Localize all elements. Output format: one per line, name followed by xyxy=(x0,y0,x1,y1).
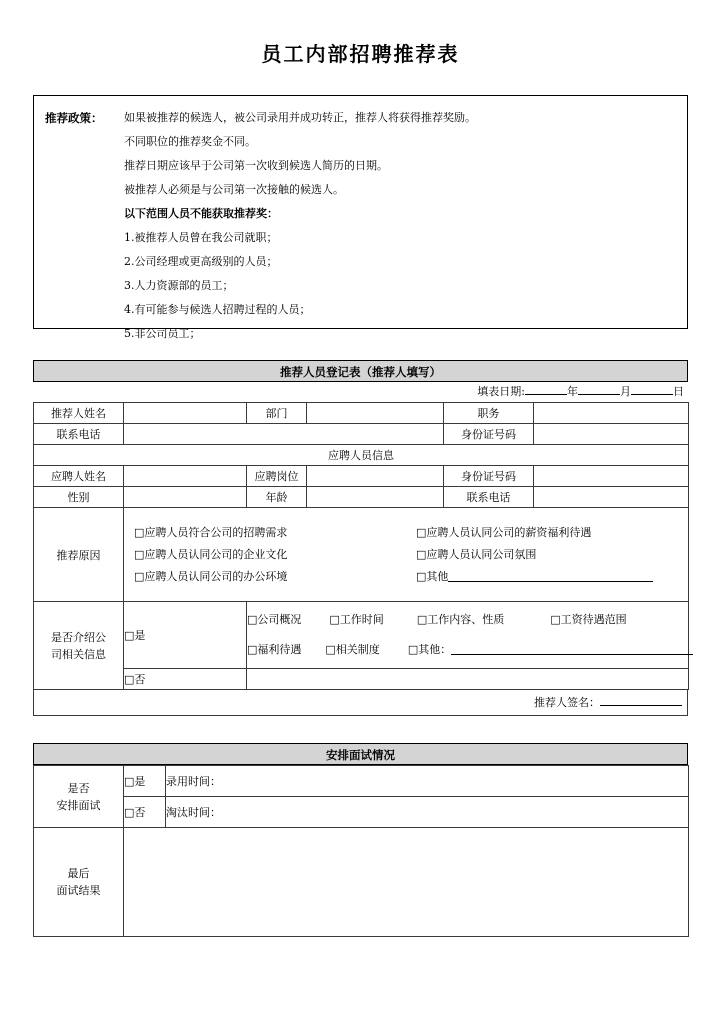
interview-yes-label: 是 xyxy=(134,775,146,788)
referral-policy-box xyxy=(33,95,688,340)
label-arrange-interview-line1: 是否 xyxy=(67,781,90,795)
referrer-section-header: 推荐人员登记表（推荐人填写） xyxy=(33,360,688,382)
referrer-form-table xyxy=(33,402,689,690)
company-info-option-label: 相关制度 xyxy=(335,643,380,656)
checkbox-icon[interactable]: □ xyxy=(134,569,145,583)
policy-body xyxy=(124,106,687,340)
input-age[interactable] xyxy=(307,487,444,508)
company-info-other-input[interactable] xyxy=(451,654,693,655)
label-company-info-line1: 是否介绍公 xyxy=(51,630,106,644)
policy-line: 如果被推荐的候选人，被公司录用并成功转正，推荐人将获得推荐奖励。 xyxy=(124,111,476,124)
checkbox-icon[interactable]: □ xyxy=(134,525,145,539)
reason-option-label: 应聘人员认同公司氛围 xyxy=(426,547,537,561)
date-month-input[interactable] xyxy=(578,394,620,395)
company-info-option-label: 公司概况 xyxy=(257,613,302,626)
input-referrer-id[interactable] xyxy=(534,424,689,445)
checkbox-icon[interactable]: □ xyxy=(416,547,427,561)
company-info-option-label: 工作内容、性质 xyxy=(427,613,505,626)
company-info-option[interactable] xyxy=(329,605,383,635)
label-position: 职务 xyxy=(444,403,534,424)
checkbox-icon[interactable]: □ xyxy=(134,547,145,561)
policy-line: 1.被推荐人员曾在我公司就职； xyxy=(124,231,278,244)
reason-column-right xyxy=(406,522,688,588)
company-info-option[interactable] xyxy=(247,605,301,635)
spacer xyxy=(33,716,688,743)
company-info-yes-label: 是 xyxy=(134,629,146,642)
reject-time-field[interactable] xyxy=(166,797,689,828)
reason-option[interactable] xyxy=(124,566,406,588)
date-day-unit: 日 xyxy=(673,385,684,398)
checkbox-icon[interactable]: □ xyxy=(124,775,135,788)
signature-label: 推荐人签名： xyxy=(534,696,600,709)
company-info-no-label: 否 xyxy=(134,673,146,686)
table-row xyxy=(34,403,689,424)
company-info-option-label: 工资待遇范围 xyxy=(560,613,627,626)
input-department[interactable] xyxy=(307,403,444,424)
company-info-option[interactable] xyxy=(417,605,504,635)
reason-option-label: 应聘人员认同公司的薪资福利待遇 xyxy=(426,525,592,539)
referrer-signature-line xyxy=(33,690,688,716)
interview-yes-checkbox[interactable] xyxy=(124,766,166,797)
policy-line: 2.公司经理或更高级别的人员； xyxy=(124,255,278,268)
label-reason: 推荐原因 xyxy=(34,508,124,602)
reason-option-label: 其他 xyxy=(426,569,449,583)
company-info-option-other[interactable] xyxy=(408,635,693,665)
company-info-option[interactable] xyxy=(550,605,626,635)
checkbox-icon[interactable]: □ xyxy=(124,673,135,686)
date-month-unit: 月 xyxy=(620,385,631,398)
interview-form-table xyxy=(33,765,689,937)
reason-option-other[interactable] xyxy=(406,566,688,588)
checkbox-icon[interactable]: □ xyxy=(416,525,427,539)
final-result-input[interactable] xyxy=(124,828,689,937)
label-company-info-line2: 司相关信息 xyxy=(51,647,106,661)
policy-line: 推荐日期应该早于公司第一次收到候选人简历的日期。 xyxy=(124,159,388,172)
date-label: 填表日期: xyxy=(477,385,525,398)
table-row xyxy=(34,487,689,508)
label-applicant-phone: 联系电话 xyxy=(444,487,534,508)
reason-column-left xyxy=(124,522,406,588)
reason-option-label: 应聘人员认同公司的办公环境 xyxy=(144,569,288,583)
input-applied-post[interactable] xyxy=(307,466,444,487)
label-gender: 性别 xyxy=(34,487,124,508)
final-result-row xyxy=(34,828,689,937)
form-date-line xyxy=(33,382,688,402)
applicant-info-header-row xyxy=(34,445,689,466)
reason-option-label: 应聘人员认同公司的企业文化 xyxy=(144,547,288,561)
label-referrer-id: 身份证号码 xyxy=(444,424,534,445)
label-applicant-id: 身份证号码 xyxy=(444,466,534,487)
checkbox-icon[interactable]: □ xyxy=(416,569,427,583)
hire-time-field[interactable] xyxy=(166,766,689,797)
interview-no-checkbox[interactable] xyxy=(124,797,166,828)
policy-line: 4.有可能参与候选人招聘过程的人员； xyxy=(124,303,311,316)
policy-line: 3.人力资源部的员工； xyxy=(124,279,234,292)
checkbox-icon[interactable]: □ xyxy=(247,613,258,626)
interview-no-row xyxy=(34,797,689,828)
label-age: 年龄 xyxy=(247,487,307,508)
company-info-no-checkbox[interactable] xyxy=(124,669,247,690)
checkbox-icon[interactable]: □ xyxy=(124,629,135,642)
reason-other-input[interactable] xyxy=(448,581,653,582)
reason-option-label: 应聘人员符合公司的招聘需求 xyxy=(144,525,288,539)
company-info-options-row2 xyxy=(247,635,688,665)
reject-time-label: 淘汰时间： xyxy=(166,806,221,819)
checkbox-icon[interactable]: □ xyxy=(329,613,340,626)
input-referrer-name[interactable] xyxy=(124,403,247,424)
checkbox-icon[interactable]: □ xyxy=(416,613,428,626)
table-row xyxy=(34,466,689,487)
company-info-option-label: 其他： xyxy=(418,643,452,656)
label-referrer-phone: 联系电话 xyxy=(34,424,124,445)
input-referrer-phone[interactable] xyxy=(124,424,444,445)
label-final-result-line1: 最后 xyxy=(67,867,90,880)
checkbox-icon[interactable]: □ xyxy=(407,643,419,656)
company-info-no-blank[interactable] xyxy=(247,669,689,690)
reason-option[interactable] xyxy=(124,544,406,566)
label-final-result-line2: 面试结果 xyxy=(56,884,101,897)
company-info-yes-row xyxy=(34,602,689,669)
label-department: 部门 xyxy=(247,403,307,424)
hire-time-label: 录用时间： xyxy=(166,775,221,788)
label-arrange-interview-line2: 安排面试 xyxy=(56,798,101,812)
checkbox-icon[interactable]: □ xyxy=(325,643,336,656)
label-referrer-name: 推荐人姓名 xyxy=(34,403,124,424)
label-arrange-interview xyxy=(34,766,124,828)
policy-label: 推荐政策： xyxy=(45,111,103,125)
input-gender[interactable] xyxy=(124,487,247,508)
date-day-input[interactable] xyxy=(631,394,673,395)
reason-options-cell xyxy=(124,508,689,602)
checkbox-icon[interactable]: □ xyxy=(550,613,561,626)
policy-line: 不同职位的推荐奖金不同。 xyxy=(124,135,256,148)
reason-option[interactable] xyxy=(124,522,406,544)
company-info-no-row xyxy=(34,669,689,690)
input-position[interactable] xyxy=(534,403,689,424)
interview-no-label: 否 xyxy=(134,806,146,819)
date-year-unit: 年 xyxy=(567,385,578,398)
company-info-option[interactable] xyxy=(247,635,301,665)
company-info-options-cell xyxy=(247,602,689,669)
date-year-input[interactable] xyxy=(525,394,567,395)
checkbox-icon[interactable]: □ xyxy=(247,643,258,656)
reason-row xyxy=(34,508,689,602)
label-final-result xyxy=(34,828,124,937)
reason-option[interactable] xyxy=(406,544,688,566)
label-company-info xyxy=(34,602,124,690)
table-row xyxy=(34,424,689,445)
policy-line: 被推荐人必须是与公司第一次接触的候选人。 xyxy=(124,183,344,196)
signature-input[interactable] xyxy=(600,705,682,706)
company-info-options-row1 xyxy=(247,605,688,635)
policy-line: 5.非公司员工； xyxy=(124,327,201,340)
label-applicant-name: 应聘人姓名 xyxy=(34,466,124,487)
company-info-option-label: 福利待遇 xyxy=(257,643,302,656)
company-info-option[interactable] xyxy=(325,635,379,665)
page-title: 员工内部招聘推荐表 xyxy=(261,42,460,66)
checkbox-icon[interactable]: □ xyxy=(124,806,135,819)
policy-line-heading: 以下范围人员不能获取推荐奖： xyxy=(124,207,278,220)
input-applicant-name[interactable] xyxy=(124,466,247,487)
applicant-info-header: 应聘人员信息 xyxy=(34,445,689,466)
interview-yes-row xyxy=(34,766,689,797)
label-applied-post: 应聘岗位 xyxy=(247,466,307,487)
company-info-option-label: 工作时间 xyxy=(339,613,384,626)
interview-section-header: 安排面试情况 xyxy=(33,743,688,765)
input-applicant-phone[interactable] xyxy=(534,487,689,508)
input-applicant-id[interactable] xyxy=(534,466,689,487)
reason-option[interactable] xyxy=(406,522,688,544)
company-info-yes-checkbox[interactable] xyxy=(124,602,247,669)
